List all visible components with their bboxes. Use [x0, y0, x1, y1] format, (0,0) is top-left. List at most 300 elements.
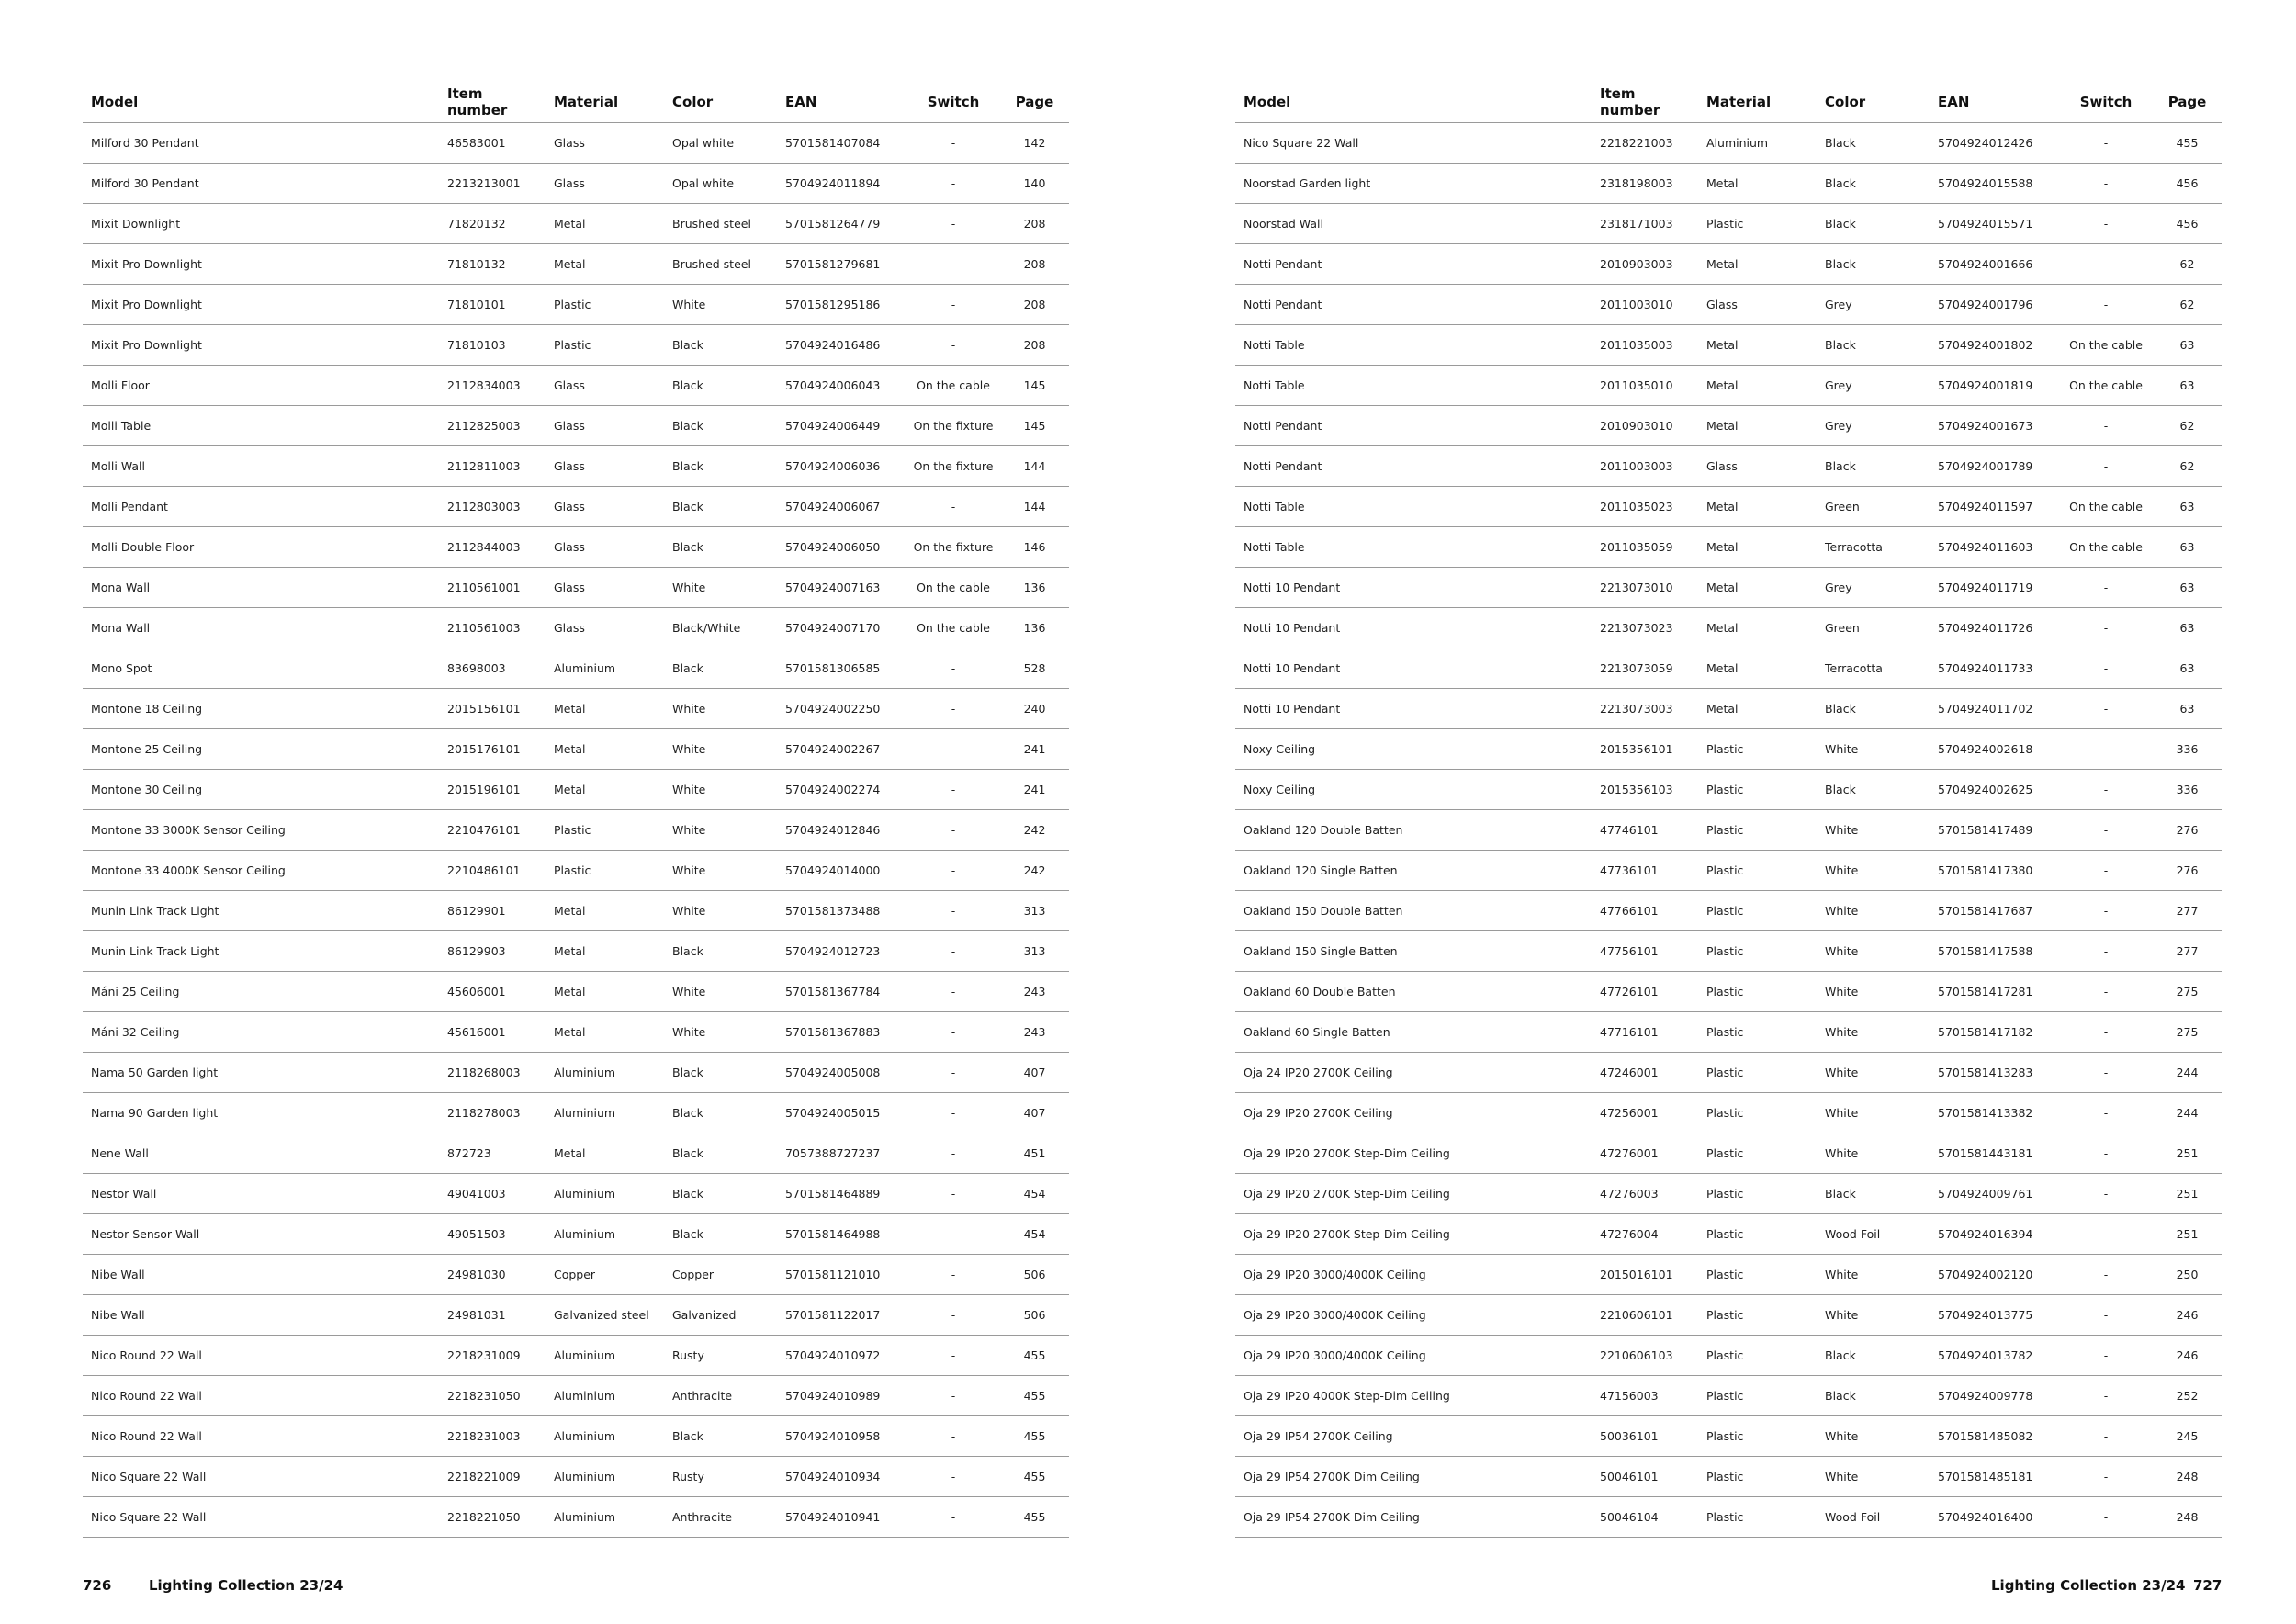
cell-switch: -	[2059, 123, 2153, 164]
table-row	[1235, 446, 2222, 487]
col-header-page: Page	[2153, 81, 2222, 123]
cell-color: Black	[1817, 1336, 1930, 1376]
cell-item-number: 2218221009	[439, 1457, 546, 1497]
cell-model: Oja 29 IP20 2700K Step-Dim Ceiling	[1235, 1133, 1592, 1174]
cell-ean: 5704924014000	[777, 851, 906, 891]
cell-ean: 5704924007163	[777, 568, 906, 608]
cell-page: 208	[1000, 325, 1069, 366]
cell-material: Plastic	[1698, 1053, 1817, 1093]
cell-material: Metal	[1698, 568, 1817, 608]
col-header-material: Material	[1698, 81, 1817, 123]
cell-ean: 5701581464889	[777, 1174, 906, 1214]
table-row	[1235, 1416, 2222, 1457]
cell-model: Noorstad Wall	[1235, 204, 1592, 244]
cell-material: Plastic	[1698, 1174, 1817, 1214]
cell-ean: 5704924010972	[777, 1336, 906, 1376]
cell-ean: 5704924012426	[1930, 123, 2059, 164]
cell-page: 136	[1000, 568, 1069, 608]
cell-page: 407	[1000, 1053, 1069, 1093]
cell-ean: 5704924011733	[1930, 648, 2059, 689]
cell-model: Oja 29 IP20 2700K Step-Dim Ceiling	[1235, 1174, 1592, 1214]
col-header-model: Model	[1235, 81, 1592, 123]
cell-model: Nico Square 22 Wall	[83, 1497, 439, 1538]
cell-ean: 5704924012846	[777, 810, 906, 851]
table-row	[1235, 204, 2222, 244]
cell-model: Nestor Sensor Wall	[83, 1214, 439, 1255]
cell-color: Black	[1817, 204, 1930, 244]
cell-color: White	[664, 568, 777, 608]
table-row	[83, 851, 1069, 891]
cell-ean: 5701581417588	[1930, 931, 2059, 972]
cell-color: White	[1817, 1053, 1930, 1093]
cell-page: 245	[2153, 1416, 2222, 1457]
cell-item-number: 2210606103	[1592, 1336, 1698, 1376]
cell-switch: -	[2059, 972, 2153, 1012]
col-header-switch: Switch	[906, 81, 1000, 123]
cell-item-number: 2112834003	[439, 366, 546, 406]
cell-color: Opal white	[664, 164, 777, 204]
cell-ean: 5701581417380	[1930, 851, 2059, 891]
cell-ean: 5704924010934	[777, 1457, 906, 1497]
cell-item-number: 50046104	[1592, 1497, 1698, 1538]
cell-ean: 5704924011597	[1930, 487, 2059, 527]
cell-material: Plastic	[1698, 1093, 1817, 1133]
cell-color: White	[664, 689, 777, 729]
table-row	[83, 689, 1069, 729]
cell-switch: -	[2059, 648, 2153, 689]
cell-material: Metal	[1698, 366, 1817, 406]
cell-color: Black	[1817, 1376, 1930, 1416]
cell-material: Plastic	[1698, 931, 1817, 972]
cell-material: Plastic	[1698, 770, 1817, 810]
cell-item-number: 24981030	[439, 1255, 546, 1295]
cell-item-number: 2015356101	[1592, 729, 1698, 770]
cell-switch: -	[906, 123, 1000, 164]
cell-ean: 5701581279681	[777, 244, 906, 285]
cell-page: 246	[2153, 1295, 2222, 1336]
table-row	[1235, 810, 2222, 851]
cell-color: Opal white	[664, 123, 777, 164]
cell-model: Nestor Wall	[83, 1174, 439, 1214]
cell-page: 455	[1000, 1376, 1069, 1416]
cell-model: Notti Table	[1235, 487, 1592, 527]
cell-switch: -	[2059, 204, 2153, 244]
cell-item-number: 71810103	[439, 325, 546, 366]
cell-model: Máni 25 Ceiling	[83, 972, 439, 1012]
cell-ean: 5704924006043	[777, 366, 906, 406]
cell-color: Green	[1817, 487, 1930, 527]
cell-model: Oja 29 IP54 2700K Dim Ceiling	[1235, 1497, 1592, 1538]
cell-page: 244	[2153, 1053, 2222, 1093]
cell-model: Oja 24 IP20 2700K Ceiling	[1235, 1053, 1592, 1093]
cell-ean: 5704924006449	[777, 406, 906, 446]
cell-switch: -	[906, 487, 1000, 527]
table-row	[83, 1497, 1069, 1538]
cell-material: Glass	[546, 568, 664, 608]
cell-color: Black	[1817, 1174, 1930, 1214]
cell-item-number: 2112811003	[439, 446, 546, 487]
cell-switch: -	[906, 648, 1000, 689]
cell-material: Plastic	[1698, 1214, 1817, 1255]
cell-item-number: 47726101	[1592, 972, 1698, 1012]
cell-page: 142	[1000, 123, 1069, 164]
cell-model: Mixit Pro Downlight	[83, 325, 439, 366]
cell-material: Glass	[546, 608, 664, 648]
table-row	[83, 1376, 1069, 1416]
cell-color: Black	[664, 446, 777, 487]
table-row	[1235, 648, 2222, 689]
cell-model: Milford 30 Pendant	[83, 123, 439, 164]
table-row	[1235, 1133, 2222, 1174]
cell-ean: 5704924001802	[1930, 325, 2059, 366]
cell-switch: -	[906, 1133, 1000, 1174]
cell-ean: 5701581443181	[1930, 1133, 2059, 1174]
cell-item-number: 2015356103	[1592, 770, 1698, 810]
cell-item-number: 50046101	[1592, 1457, 1698, 1497]
cell-material: Metal	[546, 891, 664, 931]
cell-color: Black	[664, 648, 777, 689]
table-row	[1235, 1093, 2222, 1133]
cell-ean: 5704924011603	[1930, 527, 2059, 568]
table-row	[83, 810, 1069, 851]
cell-model: Oakland 60 Double Batten	[1235, 972, 1592, 1012]
cell-color: Grey	[1817, 366, 1930, 406]
cell-color: Terracotta	[1817, 527, 1930, 568]
cell-switch: -	[906, 1093, 1000, 1133]
cell-model: Noxy Ceiling	[1235, 729, 1592, 770]
cell-item-number: 2218221050	[439, 1497, 546, 1538]
cell-item-number: 2213073023	[1592, 608, 1698, 648]
cell-model: Montone 18 Ceiling	[83, 689, 439, 729]
cell-color: Wood Foil	[1817, 1214, 1930, 1255]
cell-page: 276	[2153, 851, 2222, 891]
cell-item-number: 47276001	[1592, 1133, 1698, 1174]
cell-switch: -	[906, 164, 1000, 204]
table-header-row	[83, 81, 1069, 123]
cell-switch: -	[906, 1295, 1000, 1336]
cell-page: 455	[1000, 1416, 1069, 1457]
cell-page: 506	[1000, 1295, 1069, 1336]
cell-material: Metal	[546, 931, 664, 972]
cell-item-number: 2318171003	[1592, 204, 1698, 244]
cell-ean: 5704924010941	[777, 1497, 906, 1538]
cell-switch: -	[906, 204, 1000, 244]
cell-ean: 5704924005015	[777, 1093, 906, 1133]
cell-material: Aluminium	[546, 1416, 664, 1457]
table-row	[83, 729, 1069, 770]
cell-ean: 5704924010958	[777, 1416, 906, 1457]
cell-switch: On the cable	[2059, 487, 2153, 527]
cell-page: 140	[1000, 164, 1069, 204]
cell-material: Glass	[546, 366, 664, 406]
col-header-item-number: Item number	[1592, 81, 1698, 123]
cell-material: Glass	[546, 446, 664, 487]
cell-ean: 5701581367883	[777, 1012, 906, 1053]
cell-item-number: 47756101	[1592, 931, 1698, 972]
cell-model: Nico Round 22 Wall	[83, 1376, 439, 1416]
cell-model: Notti Table	[1235, 325, 1592, 366]
table-row	[83, 1133, 1069, 1174]
cell-page: 246	[2153, 1336, 2222, 1376]
cell-item-number: 71810101	[439, 285, 546, 325]
cell-ean: 5704924015571	[1930, 204, 2059, 244]
cell-page: 455	[1000, 1457, 1069, 1497]
cell-page: 451	[1000, 1133, 1069, 1174]
cell-material: Metal	[1698, 608, 1817, 648]
cell-color: Grey	[1817, 285, 1930, 325]
table-row	[1235, 931, 2222, 972]
cell-item-number: 47246001	[1592, 1053, 1698, 1093]
cell-ean: 5704924016486	[777, 325, 906, 366]
cell-page: 208	[1000, 204, 1069, 244]
col-header-page: Page	[1000, 81, 1069, 123]
table-row	[1235, 891, 2222, 931]
table-row	[1235, 487, 2222, 527]
cell-item-number: 2010903003	[1592, 244, 1698, 285]
cell-color: Black	[1817, 164, 1930, 204]
cell-color: Copper	[664, 1255, 777, 1295]
cell-model: Oakland 120 Double Batten	[1235, 810, 1592, 851]
product-table-left	[83, 81, 1069, 1538]
cell-model: Oakland 150 Single Batten	[1235, 931, 1592, 972]
cell-page: 252	[2153, 1376, 2222, 1416]
cell-item-number: 2210606101	[1592, 1295, 1698, 1336]
cell-ean: 5704924009761	[1930, 1174, 2059, 1214]
cell-item-number: 2213213001	[439, 164, 546, 204]
cell-item-number: 2118268003	[439, 1053, 546, 1093]
cell-page: 407	[1000, 1093, 1069, 1133]
cell-switch: On the cable	[2059, 527, 2153, 568]
cell-ean: 5704924001673	[1930, 406, 2059, 446]
cell-color: Wood Foil	[1817, 1497, 1930, 1538]
cell-ean: 5701581485181	[1930, 1457, 2059, 1497]
cell-color: White	[1817, 1457, 1930, 1497]
cell-color: Black	[1817, 689, 1930, 729]
cell-material: Metal	[1698, 689, 1817, 729]
cell-material: Plastic	[1698, 972, 1817, 1012]
cell-switch: -	[906, 689, 1000, 729]
col-header-color: Color	[1817, 81, 1930, 123]
cell-color: White	[664, 851, 777, 891]
cell-ean: 5704924005008	[777, 1053, 906, 1093]
cell-page: 146	[1000, 527, 1069, 568]
cell-switch: On the cable	[2059, 366, 2153, 406]
cell-item-number: 47276003	[1592, 1174, 1698, 1214]
cell-page: 277	[2153, 891, 2222, 931]
cell-material: Glass	[546, 487, 664, 527]
cell-switch: -	[2059, 1295, 2153, 1336]
cell-model: Montone 33 3000K Sensor Ceiling	[83, 810, 439, 851]
cell-page: 62	[2153, 406, 2222, 446]
cell-ean: 5704924002267	[777, 729, 906, 770]
cell-color: White	[664, 285, 777, 325]
cell-model: Munin Link Track Light	[83, 891, 439, 931]
cell-item-number: 49051503	[439, 1214, 546, 1255]
cell-item-number: 2213073003	[1592, 689, 1698, 729]
cell-page: 455	[1000, 1497, 1069, 1538]
cell-switch: -	[2059, 1255, 2153, 1295]
cell-page: 145	[1000, 366, 1069, 406]
cell-material: Aluminium	[546, 1376, 664, 1416]
cell-switch: -	[906, 972, 1000, 1012]
cell-color: Grey	[1817, 406, 1930, 446]
cell-item-number: 2011003003	[1592, 446, 1698, 487]
cell-material: Aluminium	[546, 1497, 664, 1538]
cell-ean: 5704924006067	[777, 487, 906, 527]
table-body-right	[1235, 123, 2222, 1538]
cell-ean: 5704924001796	[1930, 285, 2059, 325]
cell-material: Glass	[546, 406, 664, 446]
cell-page: 456	[2153, 204, 2222, 244]
col-header-color: Color	[664, 81, 777, 123]
cell-switch: -	[2059, 244, 2153, 285]
table-row	[83, 325, 1069, 366]
cell-switch: On the cable	[906, 608, 1000, 648]
cell-switch: -	[906, 1012, 1000, 1053]
cell-ean: 5704924006050	[777, 527, 906, 568]
cell-page: 63	[2153, 487, 2222, 527]
cell-model: Nibe Wall	[83, 1295, 439, 1336]
cell-color: Rusty	[664, 1336, 777, 1376]
cell-color: Anthracite	[664, 1376, 777, 1416]
cell-switch: On the fixture	[906, 446, 1000, 487]
cell-material: Galvanized steel	[546, 1295, 664, 1336]
cell-model: Noxy Ceiling	[1235, 770, 1592, 810]
cell-switch: -	[906, 891, 1000, 931]
cell-color: White	[1817, 1012, 1930, 1053]
table-row	[83, 1457, 1069, 1497]
cell-color: Black	[1817, 446, 1930, 487]
cell-page: 242	[1000, 810, 1069, 851]
table-row	[83, 406, 1069, 446]
col-header-item-number: Item number	[439, 81, 546, 123]
cell-item-number: 2318198003	[1592, 164, 1698, 204]
cell-material: Glass	[1698, 446, 1817, 487]
cell-ean: 5701581464988	[777, 1214, 906, 1255]
cell-item-number: 49041003	[439, 1174, 546, 1214]
cell-material: Metal	[1698, 487, 1817, 527]
cell-model: Notti Table	[1235, 366, 1592, 406]
cell-model: Notti Pendant	[1235, 446, 1592, 487]
cell-ean: 5704924012723	[777, 931, 906, 972]
cell-material: Metal	[546, 244, 664, 285]
cell-color: Black	[664, 527, 777, 568]
cell-page: 248	[2153, 1457, 2222, 1497]
cell-page: 336	[2153, 729, 2222, 770]
cell-item-number: 24981031	[439, 1295, 546, 1336]
cell-color: White	[1817, 729, 1930, 770]
cell-switch: -	[906, 1174, 1000, 1214]
cell-page: 248	[2153, 1497, 2222, 1538]
footer-title-right: Lighting Collection 23/24	[1991, 1577, 2186, 1594]
table-row	[83, 487, 1069, 527]
cell-item-number: 2210486101	[439, 851, 546, 891]
cell-page: 208	[1000, 285, 1069, 325]
cell-color: White	[664, 891, 777, 931]
cell-page: 506	[1000, 1255, 1069, 1295]
cell-material: Metal	[546, 689, 664, 729]
table-row	[83, 1255, 1069, 1295]
table-body-left	[83, 123, 1069, 1538]
cell-page: 455	[2153, 123, 2222, 164]
table-row	[1235, 123, 2222, 164]
cell-ean: 5701581367784	[777, 972, 906, 1012]
cell-page: 243	[1000, 1012, 1069, 1053]
cell-page: 63	[2153, 608, 2222, 648]
cell-color: Terracotta	[1817, 648, 1930, 689]
cell-page: 241	[1000, 729, 1069, 770]
cell-switch: -	[906, 1336, 1000, 1376]
cell-switch: -	[2059, 1053, 2153, 1093]
table-row	[83, 446, 1069, 487]
cell-material: Plastic	[1698, 1295, 1817, 1336]
cell-material: Plastic	[1698, 1336, 1817, 1376]
cell-color: Black	[664, 325, 777, 366]
cell-page: 62	[2153, 446, 2222, 487]
table-row	[1235, 1214, 2222, 1255]
cell-page: 250	[2153, 1255, 2222, 1295]
table-row	[83, 244, 1069, 285]
cell-item-number: 47736101	[1592, 851, 1698, 891]
cell-item-number: 71820132	[439, 204, 546, 244]
cell-page: 63	[2153, 366, 2222, 406]
cell-model: Notti Table	[1235, 527, 1592, 568]
cell-ean: 5704924001819	[1930, 366, 2059, 406]
table-row	[1235, 1012, 2222, 1053]
table-row	[83, 770, 1069, 810]
cell-material: Plastic	[1698, 1416, 1817, 1457]
table-row	[1235, 325, 2222, 366]
cell-model: Nico Round 22 Wall	[83, 1336, 439, 1376]
cell-material: Plastic	[1698, 810, 1817, 851]
cell-switch: -	[906, 1457, 1000, 1497]
cell-page: 63	[2153, 527, 2222, 568]
cell-switch: -	[906, 810, 1000, 851]
cell-item-number: 45616001	[439, 1012, 546, 1053]
cell-color: White	[1817, 1093, 1930, 1133]
table-row	[1235, 1053, 2222, 1093]
cell-page: 275	[2153, 972, 2222, 1012]
cell-model: Notti Pendant	[1235, 406, 1592, 446]
cell-material: Metal	[546, 972, 664, 1012]
cell-switch: -	[2059, 1336, 2153, 1376]
cell-switch: -	[2059, 1214, 2153, 1255]
cell-switch: -	[906, 1376, 1000, 1416]
cell-page: 244	[2153, 1093, 2222, 1133]
cell-item-number: 2011035059	[1592, 527, 1698, 568]
table-row	[83, 1093, 1069, 1133]
cell-page: 336	[2153, 770, 2222, 810]
cell-material: Glass	[1698, 285, 1817, 325]
cell-color: White	[664, 810, 777, 851]
cell-model: Notti Pendant	[1235, 244, 1592, 285]
table-row	[1235, 1174, 2222, 1214]
cell-model: Nene Wall	[83, 1133, 439, 1174]
table-row	[83, 1214, 1069, 1255]
cell-ean: 5704924007170	[777, 608, 906, 648]
cell-color: Galvanized	[664, 1295, 777, 1336]
cell-item-number: 86129903	[439, 931, 546, 972]
cell-color: White	[1817, 972, 1930, 1012]
cell-item-number: 2010903010	[1592, 406, 1698, 446]
cell-switch: -	[2059, 1012, 2153, 1053]
cell-switch: -	[2059, 1133, 2153, 1174]
cell-material: Plastic	[1698, 1255, 1817, 1295]
table-row	[1235, 972, 2222, 1012]
cell-page: 243	[1000, 972, 1069, 1012]
cell-item-number: 2118278003	[439, 1093, 546, 1133]
cell-item-number: 2110561001	[439, 568, 546, 608]
